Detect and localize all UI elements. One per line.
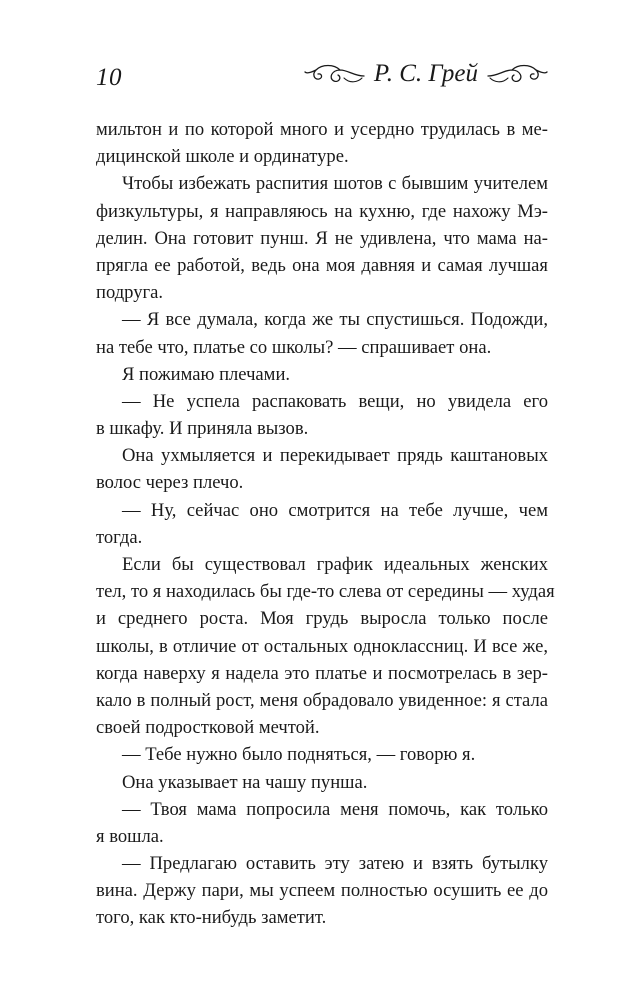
text-line: — Твоя мама попросила меня помочь, как только	[122, 798, 548, 820]
text-line: Она указывает на чашу пунша.	[122, 771, 368, 793]
text-line: — Предлагаю оставить эту затею и взять бутылку	[122, 853, 548, 875]
flourish-right-icon	[486, 60, 548, 88]
text-line: тогда.	[96, 526, 143, 548]
text-line: я вошла.	[96, 825, 164, 847]
text-line: того, как кто-нибудь заметит.	[96, 907, 327, 929]
text-line: тел, то я находилась бы где-то слева от середины — худая	[96, 581, 555, 603]
text-line: физкультуры, я направляюсь на кухню, где нахожу Мэ-	[96, 200, 548, 222]
text-line: Чтобы избежать распития шотов с бывшим учителем	[122, 173, 548, 195]
flourish-left-icon	[304, 60, 366, 88]
text-line: и среднего роста. Моя грудь выросла только после	[96, 608, 548, 630]
author-name: Р. С. Грей	[373, 60, 478, 87]
body-text	[96, 116, 555, 932]
running-head	[304, 60, 548, 88]
text-line: когда наверху я надела это платье и посмотрелась в зер-	[96, 662, 548, 684]
text-line: школы, в отличие от остальных одноклассниц. И все же,	[96, 635, 548, 657]
text-line: волос через плечо.	[96, 472, 244, 494]
text-line: вина. Держу пари, мы успеем полностью осушить ее до	[96, 880, 548, 902]
text-line: своей подростковой мечтой.	[96, 717, 320, 739]
page-header	[96, 60, 548, 100]
text-line: на тебе что, платье со школы? — спрашивает она.	[96, 336, 492, 358]
text-line: — Я все думала, когда же ты спустишься. Подожди,	[122, 309, 548, 331]
text-line: Я пожимаю плечами.	[122, 363, 291, 385]
text-line: — Тебе нужно было подняться, — говорю я.	[122, 744, 476, 766]
page-number: 10	[96, 64, 122, 91]
text-line: прягла ее работой, ведь она моя давняя и самая лучшая	[96, 254, 548, 276]
text-line: дицинской школе и ординатуре.	[96, 146, 349, 168]
text-line: кало в полный рост, меня обрадовало увиденное: я стала	[96, 689, 548, 711]
text-line: делин. Она готовит пунш. Я не удивлена, что мама на-	[96, 227, 548, 249]
text-line: мильтон и по которой много и усердно трудилась в ме-	[96, 119, 548, 140]
text-line: — Ну, сейчас оно смотрится на тебе лучше, чем	[122, 499, 548, 521]
text-line: Если бы существовал график идеальных женских	[122, 554, 548, 575]
text-line: подруга.	[96, 282, 164, 304]
text-line: — Не успела распаковать вещи, но увидела его	[122, 390, 548, 412]
text-line: в шкафу. И приняла вызов.	[96, 418, 309, 440]
text-line: Она ухмыляется и перекидывает прядь каштановых	[122, 445, 548, 467]
